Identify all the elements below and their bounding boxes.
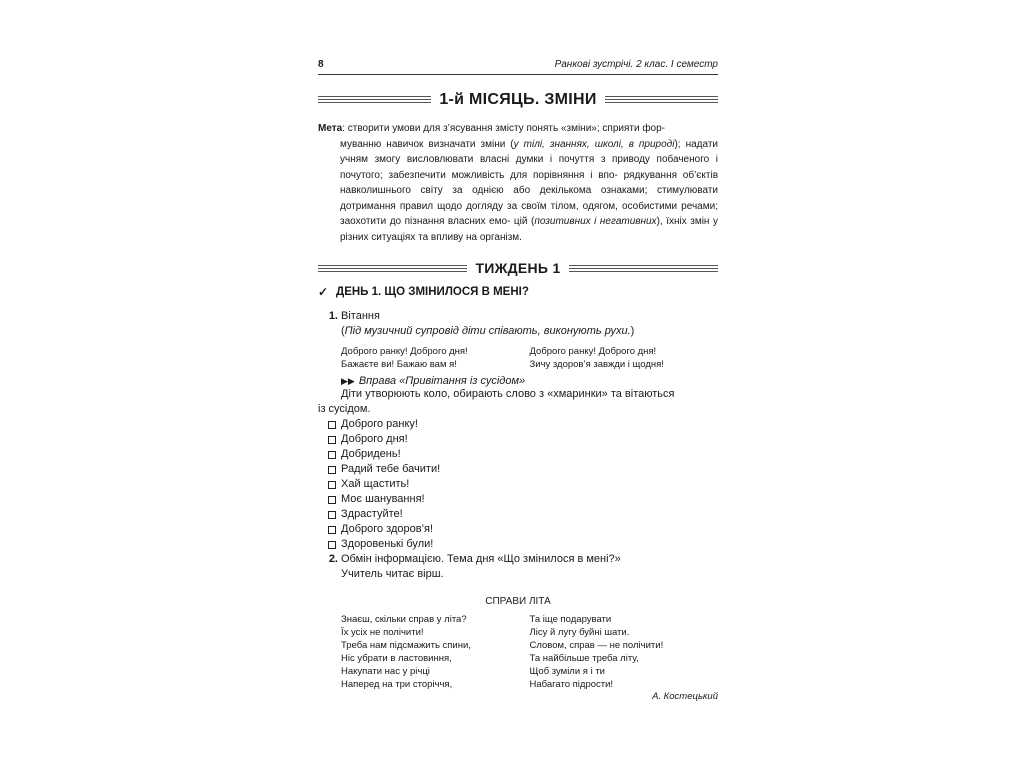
goal-indented-text: [318, 137, 718, 246]
section-info-exchange: [318, 552, 718, 582]
goal-line: побаченого і почутого; забезпечити можливість для порівняння і впо-: [340, 154, 718, 181]
section-subtitle: Учитель читає вірш.: [341, 568, 444, 580]
square-bullet-icon: [328, 511, 336, 519]
exercise-text: [318, 387, 718, 417]
goal-line: );: [674, 138, 681, 150]
poem: [318, 613, 718, 691]
day-heading: [318, 285, 718, 299]
list-item: [318, 507, 718, 522]
book-page: [318, 56, 718, 702]
song-line: Зичу здоров’я завжди і щодня!: [529, 359, 664, 370]
goal-line: ознаками; стимулювати дотримання правил щодо догляду за своїм: [340, 185, 718, 212]
exercise-line: із сусідом.: [318, 403, 371, 415]
list-item-text: Хай щастить!: [341, 478, 410, 490]
poem-author: А. Костецький: [652, 691, 718, 702]
list-item-text: Доброго дня!: [341, 433, 408, 445]
song-line: Бажаєте ви! Бажаю вам я!: [341, 359, 457, 370]
poem-line: Та іще подарувати: [529, 614, 612, 625]
poem-line: Треба нам підсмажить спини,: [341, 640, 471, 651]
poem-line: Щоб зуміли я і ти: [529, 666, 605, 677]
poem-line: Знаєш, скільки справ у літа?: [341, 614, 467, 625]
square-bullet-icon: [328, 481, 336, 489]
goal-line: тілом, одягом, особистими речами; заохотити до пізнання власних емо-: [340, 200, 718, 227]
list-item: [318, 462, 718, 477]
goal-line: рядкування об’єктів навколишнього світу за однією або декількома: [340, 169, 719, 196]
day-title: ДЕНЬ 1. ЩО ЗМІНИЛОСЯ В МЕНІ?: [336, 286, 529, 298]
list-item-text: Доброго здоров’я!: [341, 523, 434, 535]
list-item: [318, 477, 718, 492]
goal-line: надати учням змогу висловлювати власні думки і почуття з приводу: [340, 138, 718, 165]
title-rule-right: [605, 96, 718, 105]
section-title: Вітання: [341, 310, 380, 322]
list-item: [318, 417, 718, 432]
square-bullet-icon: [328, 496, 336, 504]
exercise-heading: [318, 375, 718, 387]
list-item-text: Здоровенькі були!: [341, 538, 434, 550]
poem-line: Набагато підрости!: [529, 679, 614, 690]
month-title: 1-й МІСЯЦЬ. ЗМІНИ: [439, 91, 597, 108]
list-item-text: Радий тебе бачити!: [341, 463, 441, 475]
goal-italic: позитивних і негативних: [534, 216, 657, 227]
song-left-column: [341, 345, 530, 371]
poem-left-column: [341, 613, 530, 691]
list-item: [318, 522, 718, 537]
square-bullet-icon: [328, 436, 336, 444]
page-header: [318, 56, 718, 75]
song-line: Доброго ранку! Доброго дня!: [529, 346, 657, 357]
note-text: Під музичний супровід діти співають, виконують рухи.: [344, 325, 631, 337]
song-line: Доброго ранку! Доброго дня!: [341, 346, 468, 357]
exercise-line: Діти утворюють коло, обирають слово з «хмаринки» та вітаються: [341, 388, 675, 400]
double-arrow-icon: ▶▶: [341, 375, 355, 386]
checkmark-icon: ✓: [318, 285, 329, 299]
note-paren: (: [341, 325, 345, 337]
week-rule-right: [569, 265, 718, 272]
week-title: ТИЖДЕНЬ 1: [475, 260, 561, 276]
section-number: 2.: [328, 553, 338, 565]
exercise-label: Вправа «Привітання із сусідом»: [358, 375, 526, 387]
goal-line: муванню навичок визначати зміни (: [340, 138, 514, 150]
goal-label: Мета: [318, 123, 343, 134]
square-bullet-icon: [328, 451, 336, 459]
section-greeting: [318, 309, 718, 339]
square-bullet-icon: [328, 421, 336, 429]
poem-line: Лісу й лугу буйні шати.: [529, 627, 630, 638]
list-item: [318, 447, 718, 462]
section-note: [318, 324, 718, 339]
section-title: Обмін інформацією. Тема дня «Що змінилося в мені?»: [341, 553, 621, 565]
goal-paragraph: [318, 121, 718, 245]
week-title-bar: [318, 259, 718, 277]
poem-line: Ніс убрати в ластовиння,: [341, 653, 452, 664]
poem-title: СПРАВИ ЛІТА: [485, 596, 551, 607]
square-bullet-icon: [328, 466, 336, 474]
list-item: [318, 537, 718, 552]
list-item-text: Моє шанування!: [341, 493, 425, 505]
goal-italic: у тілі, знаннях, школі, в природі: [513, 138, 675, 150]
poem-right-column: [530, 613, 719, 691]
section-number: 1.: [328, 310, 338, 322]
poem-line: Словом, справ — не полічити!: [529, 640, 664, 651]
list-item-text: Здрастуйте!: [341, 508, 403, 520]
square-bullet-icon: [328, 541, 336, 549]
list-item: [318, 492, 718, 507]
square-bullet-icon: [328, 526, 336, 534]
poem-line: Та найбільше треба літу,: [529, 653, 639, 664]
running-title: Ранкові зустрічі. 2 клас. I семестр: [554, 59, 718, 70]
title-rule-left: [318, 96, 431, 105]
goal-line: цій (: [513, 216, 535, 227]
poem-line: Їх усіх не полічити!: [341, 627, 424, 638]
greeting-song: [318, 345, 718, 371]
goal-line: на організм.: [465, 231, 522, 243]
page-number: 8: [318, 59, 324, 70]
poem-line: Накупати нас у річці: [341, 666, 430, 677]
poem-line: Наперед на три сторіччя,: [341, 679, 453, 690]
month-title-bar: [318, 89, 718, 111]
song-right-column: [530, 345, 719, 371]
goal-line: ), їхніх змін у різних ситуаціях та впливу: [340, 216, 718, 243]
list-item-text: Доброго ранку!: [341, 418, 418, 430]
list-item: [318, 432, 718, 447]
note-paren: ): [630, 325, 635, 337]
list-item-text: Добридень!: [341, 448, 401, 460]
week-rule-left: [318, 265, 467, 272]
goal-line: : створити умови для з’ясування змісту понять «зміни»; сприяти фор-: [342, 123, 666, 134]
greetings-list: [318, 417, 718, 552]
